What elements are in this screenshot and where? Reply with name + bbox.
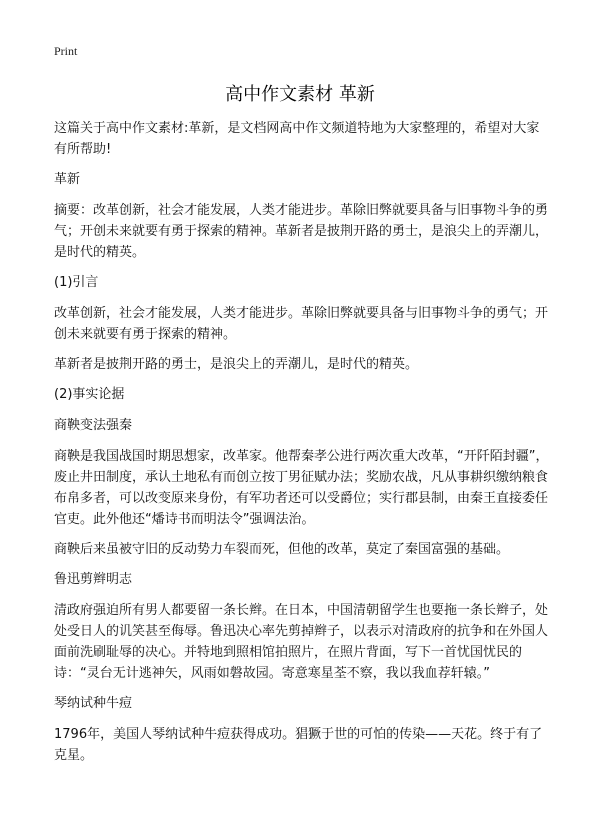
abstract-paragraph: 摘要：改革创新，社会才能发展，人类才能进步。革除旧弊就要具备与旧事物斗争的勇气；开创未来就要有勇于探索的精神。革新者是披荆开路的勇士，是浪尖上的弄潮儿，是时代的精英。 (54, 203, 549, 260)
lu-xun-paragraph: 清政府强迫所有男人都要留一条长辫。在日本，中国清朝留学生也要拖一条长辫子，处处受日人的讥笑甚至侮辱。鲁迅决心率先剪掉辫子，以表示对清政府的抗争和在外国人面前洗刷耻辱的决心。并特地到照相馆拍照片，在照片背面，写下一首忧国忧民的诗：“灵台无计逃神矢，风雨如磐故园。寄意寒星荃不察，我以我血荐轩辕。” (54, 603, 549, 681)
shang-yang-paragraph-1: 商鞅是我国战国时期思想家，改革家。他帮秦孝公进行两次重大改革，“开阡陌封疆”，废止井田制度，承认土地私有而创立按丁男征赋办法；奖励农战，凡从事耕织缴纳粮食布帛多者，可以改变原来身份，有军功者还可以受爵位；实行郡县制，由秦王直接委任官吏。此外他还“燔诗书而明法令”强调法治。 (54, 449, 549, 527)
heading-introduction: (1)引言 (54, 275, 99, 290)
introduction-paragraph-2: 革新者是披荆开路的勇士，是浪尖上的弄潮儿，是时代的精英。 (54, 357, 419, 372)
section-title: 革新 (54, 172, 81, 187)
heading-lu-xun: 鲁迅剪辫明志 (54, 572, 133, 587)
shang-yang-paragraph-2: 商鞅后来虽被守旧的反动势力车裂而死，但他的改革，莫定了秦国富强的基础。 (54, 542, 510, 557)
print-label: Print (54, 44, 78, 58)
introduction-paragraph-1: 改革创新，社会才能发展，人类才能进步。革除旧弊就要具备与旧事物斗争的勇气；开创未来就要有勇于探索的精神。 (54, 306, 549, 342)
document-body (54, 118, 552, 775)
jenner-paragraph: 1796年，美国人琴纳试种牛痘获得成功。猖獗于世的可怕的传染——天花。终于有了克星。 (54, 727, 543, 763)
heading-shang-yang: 商鞅变法强秦 (54, 418, 133, 433)
heading-facts: (2)事实论据 (54, 387, 125, 402)
intro-paragraph: 这篇关于高中作文素材:革新，是文档网高中作文频道特地为大家整理的，希望对大家有所帮助! (54, 121, 540, 157)
heading-jenner: 琴纳试种牛痘 (54, 696, 133, 711)
page-title: 高中作文素材 革新 (225, 84, 375, 105)
